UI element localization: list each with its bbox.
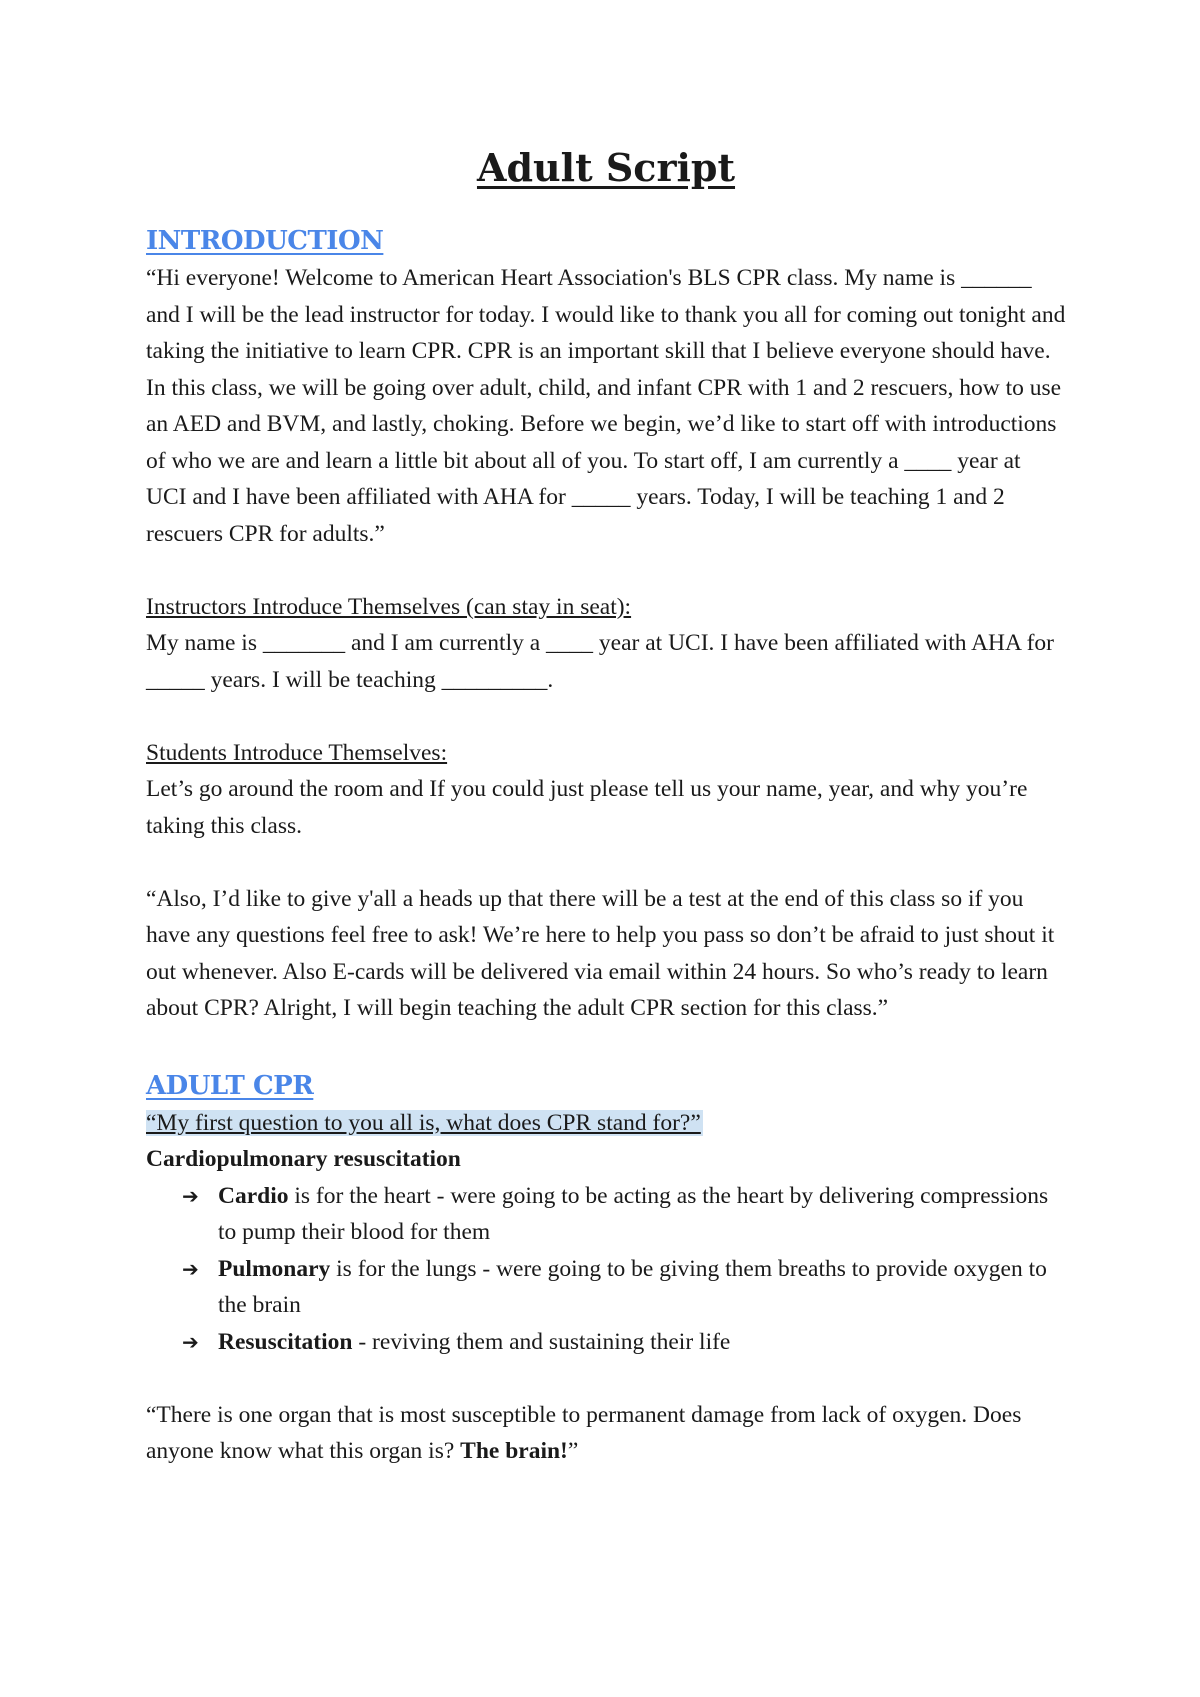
organ-paragraph <box>146 1397 1066 1470</box>
spacer <box>146 552 1066 589</box>
list-item <box>182 1324 1066 1361</box>
cpr-term-list <box>146 1178 1066 1361</box>
students-heading: Students Introduce Themselves: <box>146 739 448 766</box>
cpr-answer: Cardiopulmonary resuscitation <box>146 1146 461 1172</box>
term-cardio-desc: is for the heart - were going to be acting as the heart by delivering compressions to pump their blood for them <box>218 1182 1049 1245</box>
section-heading-introduction: INTRODUCTION <box>146 226 384 256</box>
instructors-heading: Instructors Introduce Themselves (can stay in seat): <box>146 593 632 620</box>
arrow-right-icon: ➔ <box>182 1183 199 1208</box>
term-resuscitation: Resuscitation <box>218 1328 353 1355</box>
organ-close-quote: ” <box>567 1438 579 1464</box>
section-heading-adult-cpr: ADULT CPR <box>146 1070 314 1101</box>
spacer <box>146 1027 1066 1067</box>
instructors-paragraph: My name is _______ and I am currently a ____ year at UCI. I have been affiliated with AHA for _____ years. I will be teaching _________. <box>146 630 1054 693</box>
cpr-question <box>146 1105 1066 1142</box>
term-resuscitation-desc: - reviving them and sustaining their life <box>352 1328 731 1355</box>
spacer <box>146 844 1066 881</box>
organ-answer: The brain! <box>460 1438 568 1464</box>
term-cardio: Cardio <box>218 1182 289 1209</box>
list-item <box>182 1178 1066 1251</box>
arrow-right-icon: ➔ <box>182 1256 199 1281</box>
also-paragraph: “Also, I’d like to give y'all a heads up that there will be a test at the end of this class so if you have any questions feel free to ask! We’re here to help you pass so don’t be afraid to just shout it out whenever. Also E-cards will be delivered via email within 24 hours. So who’s ready to learn about CPR? Alright, I will begin teaching the adult CPR section for this class.” <box>146 885 1055 1021</box>
organ-question: “There is one organ that is most susceptible to permanent damage from lack of oxygen. Does anyone know what this organ is? <box>146 1401 1022 1464</box>
term-pulmonary-desc: is for the lungs - were going to be giving them breaths to provide oxygen to the brain <box>218 1255 1047 1318</box>
list-item <box>182 1251 1066 1324</box>
cpr-question-text: “My first question to you all is, what does CPR stand for?” <box>146 1109 701 1136</box>
document-page <box>146 140 1066 1470</box>
intro-paragraph: “Hi everyone! Welcome to American Heart Association's BLS CPR class. My name is ______ and I will be the lead instructor for today. I would like to thank you all for coming out tonight and taking the initiative to learn CPR. CPR is an important skill that I believe everyone should have. In this class, we will be going over adult, child, and infant CPR with 1 and 2 rescuers, how to use an AED and BVM, and lastly, choking. Before we begin, we’d like to start off with introductions of who we are and learn a little bit about all of you. To start off, I am currently a ____ year at UCI and I have been affiliated with AHA for _____ years. Today, I will be teaching 1 and 2 rescuers CPR for adults.” <box>146 265 1066 547</box>
term-pulmonary: Pulmonary <box>218 1255 331 1282</box>
arrow-right-icon: ➔ <box>182 1329 199 1354</box>
students-paragraph: Let’s go around the room and If you could just please tell us your name, year, and why you’re taking this class. <box>146 776 1028 839</box>
spacer <box>146 698 1066 735</box>
document-title: Adult Script <box>476 145 736 190</box>
spacer <box>146 1360 1066 1397</box>
